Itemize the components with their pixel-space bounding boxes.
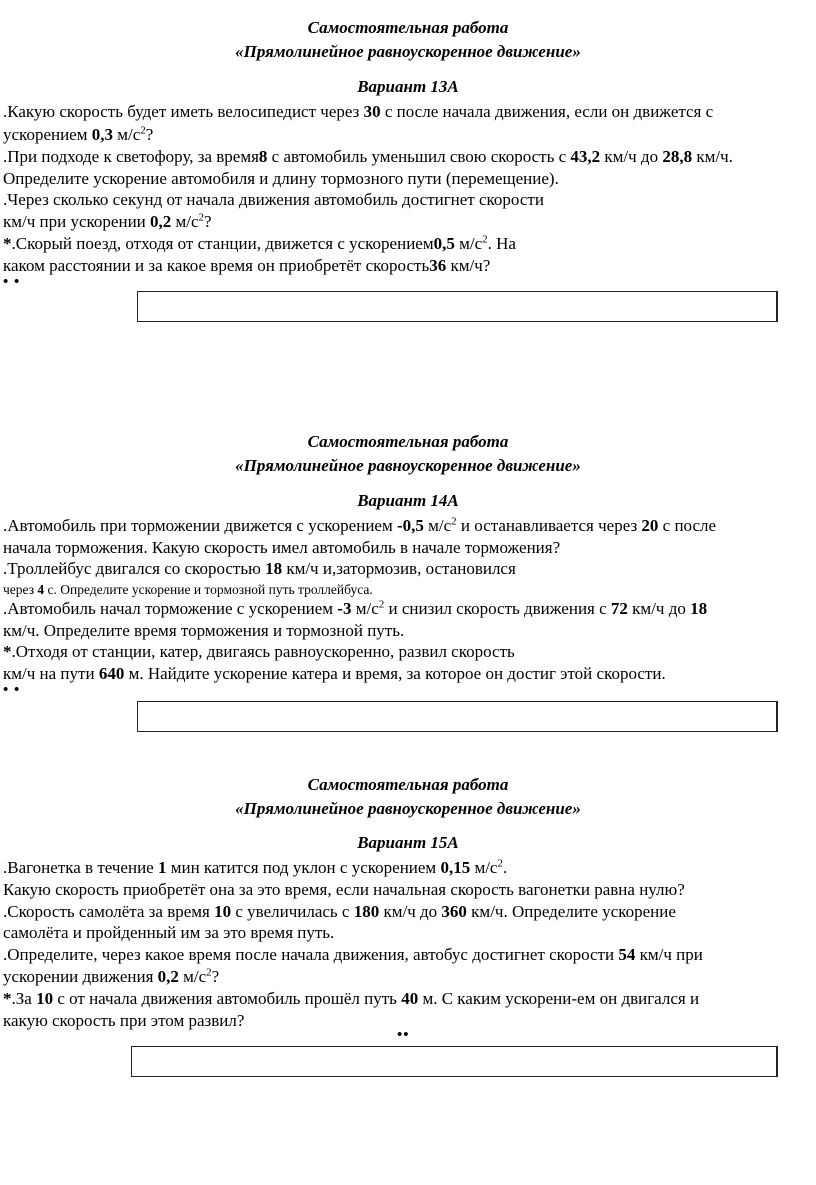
task-line: начала торможения. Какую скорость имел автомобиль в начале торможения? [3,538,561,557]
task-line: через 4 с. Определите ускорение и тормозной путь троллейбуса. [3,582,373,597]
task-line: ускорением 0,3 $м/с^2$? [3,124,154,144]
variant-heading: Вариант 14А [357,491,459,510]
task-line: *.За 10 с от начала движения автомобиль прошёл путь 40 м. С каким ускорени-ем он двигался и [3,989,700,1008]
task-line: км/ч при ускорении 0,2 $м/с^2$? [3,211,212,231]
worksheet-title: Самостоятельная работа [307,18,509,37]
worksheet-topic: «Прямолинейное равноускоренное движение» [235,799,581,818]
variant-heading: Вариант 15А [357,833,459,852]
worksheet-title: Самостоятельная работа [307,775,509,794]
task-line: .Троллейбус двигался со скоростью 18 км/ч и,затормозив, остановился [3,559,516,578]
task-line: каком расстоянии и за какое время он приобретёт скорость36 км/ч? [3,256,491,275]
task-line: *.Скорый поезд, отходя от станции, движется с ускорением0,5 $м/с^2$. На [3,233,516,253]
task-line: км/ч. Определите время торможения и тормозной путь. [3,621,405,640]
task-line: .Какую скорость будет иметь велосипедист через 30 с после начала движения, если он движется с [3,102,714,121]
task-line: .Через сколько секунд от начала движения автомобиль достигнет скорости [3,190,544,209]
variant-heading: Вариант 13А [357,77,459,96]
worksheet-topic: «Прямолинейное равноускоренное движение» [235,456,581,475]
bullet-dots: • • [3,682,21,698]
answer-box [131,1046,778,1077]
task-line: .Скорость самолёта за время 10 с увеличилась с 180 км/ч до 360 км/ч. Определите ускорение [3,902,676,921]
task-line: .Автомобиль при торможении движется с ускорением -0,5 $м/с^2$ и останавливается через 20 с после [3,515,717,535]
task-line: *.Отходя от станции, катер, двигаясь равноускоренно, развил скорость [3,642,515,661]
worksheet-topic: «Прямолинейное равноускоренное движение» [235,42,581,61]
task-line: .Определите, через какое время после начала движения, автобус достигнет скорости 54 км/ч при [3,945,703,964]
bullet-dots: • • [3,274,21,290]
task-line: какую скорость при этом развил? [3,1011,245,1030]
answer-box [137,701,778,732]
task-line: .Автомобиль начал торможение с ускорением -3 $м/с^2$ и снизил скорость движения с 72 км/ч до 18 [3,598,708,618]
task-line: км/ч на пути 640 м. Найдите ускорение катера и время, за которое он достиг этой скорости. [3,664,666,683]
worksheet-title: Самостоятельная работа [307,432,509,451]
task-line: ускорении движения 0,2 $м/с^2$? [3,966,220,986]
task-line: .Вагонетка в течение 1 мин катится под уклон с ускорением 0,15 $м/с^2$. [3,857,508,877]
task-line: Какую скорость приобретёт она за это время, если начальная скорость вагонетки равна нулю? [3,880,685,899]
bullet-dots: •• [397,1027,410,1043]
task-line: Определите ускорение автомобиля и длину тормозного пути (перемещение). [3,169,559,188]
answer-box [137,291,778,322]
task-line: .При подходе к светофору, за время8 с автомобиль уменьшил свою скорость с 43,2 км/ч до 28,8 км/ч. [3,147,733,166]
task-line: самолёта и пройденный им за это время путь. [3,923,335,942]
